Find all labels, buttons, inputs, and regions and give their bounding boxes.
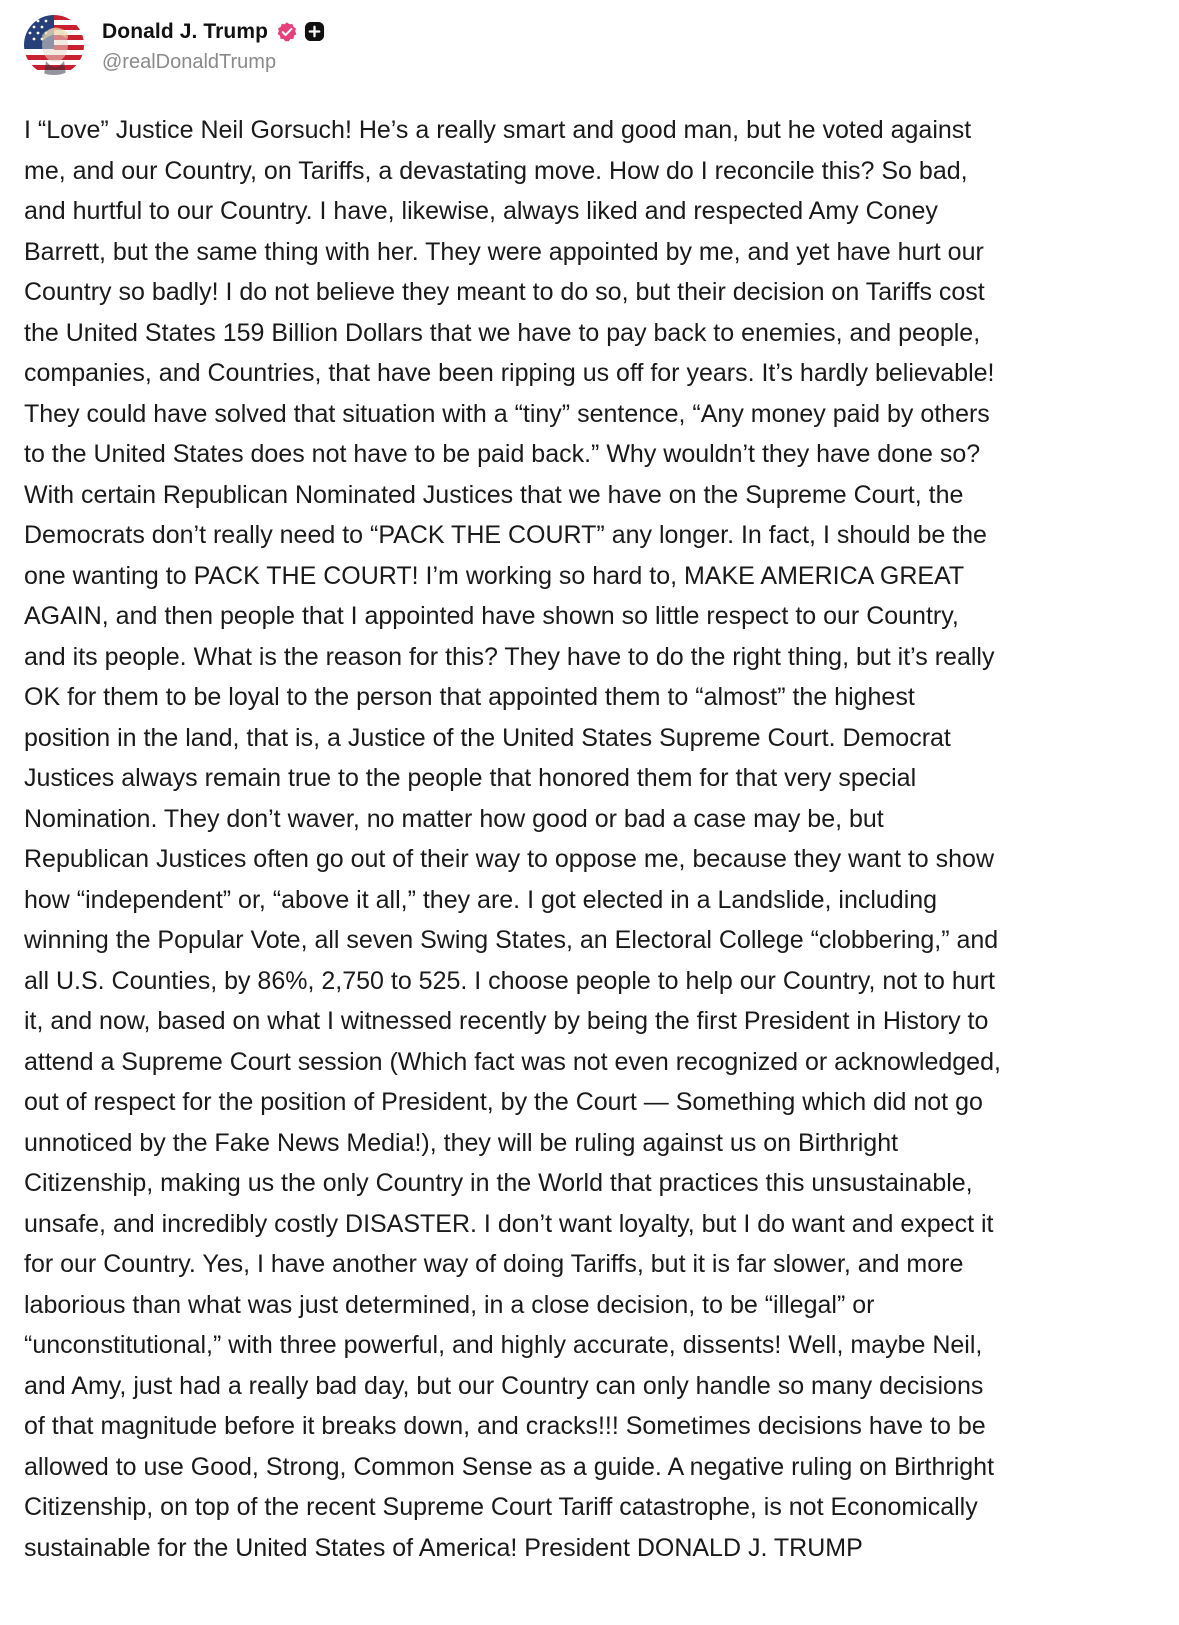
post-line: Republican Justices often go out of their way to oppose me, because they want to show	[24, 845, 995, 873]
post-line: laborious than what was just determined, in a close decision, to be “illegal” or	[24, 1290, 875, 1319]
post-line: unnoticed by the Fake News Media!), they will be ruling against us on Birthright	[24, 1128, 899, 1157]
author-names	[102, 17, 325, 74]
post-line: Democrats don’t really need to “PACK THE COURT” any longer. In fact, I should be the	[24, 521, 987, 549]
post-line: one wanting to PACK THE COURT! I’m working so hard to, MAKE AMERICA GREAT	[24, 561, 965, 590]
post-header	[24, 14, 325, 76]
plus-square-icon	[304, 21, 325, 42]
post-line: out of respect for the position of President, by the Court — Something which did not go	[24, 1088, 983, 1116]
post-line: for our Country. Yes, I have another way of doing Tariffs, but it is far slower, and more	[24, 1250, 964, 1278]
display-name[interactable]: Donald J. Trump	[102, 19, 269, 43]
post-line: and Amy, just had a really bad day, but our Country can only handle so many decisions	[24, 1371, 984, 1400]
post-line: it, and now, based on what I witnessed recently by being the first President in History to	[24, 1007, 989, 1035]
post-line: Nomination. They don’t waver, no matter how good or bad a case may be, but	[24, 804, 884, 833]
post-line: With certain Republican Nominated Justices that we have on the Supreme Court, the	[24, 480, 964, 509]
avatar[interactable]	[24, 15, 84, 75]
post-line: Citizenship, on top of the recent Supreme Court Tariff catastrophe, is not Economically	[24, 1493, 978, 1521]
post-line: me, and our Country, on Tariffs, a devastating move. How do I reconcile this? So bad,	[24, 156, 968, 185]
post-line: sustainable for the United States of America! President DONALD J. TRUMP	[24, 1533, 863, 1562]
post-line: and hurtful to our Country. I have, likewise, always liked and respected Amy Coney	[24, 197, 938, 225]
verified-badge-icon	[276, 21, 298, 43]
post-line: Citizenship, making us the only Country in the World that practices this unsustainable,	[24, 1169, 973, 1197]
post-line: and its people. What is the reason for this? They have to do the right thing, but it’s really	[24, 642, 995, 671]
post-line: winning the Popular Vote, all seven Swing States, an Electoral College “clobbering,” and	[24, 926, 999, 954]
post-line: unsafe, and incredibly costly DISASTER. I don’t want loyalty, but I do want and expect it	[24, 1209, 994, 1238]
post-line: allowed to use Good, Strong, Common Sense as a guide. A negative ruling on Birthright	[24, 1452, 995, 1481]
avatar-portrait-icon	[24, 15, 84, 75]
post-line: of that magnitude before it breaks down, and cracks!!! Sometimes decisions have to be	[24, 1412, 986, 1440]
post-line: how “independent” or, “above it all,” they are. I got elected in a Landslide, including	[24, 885, 938, 914]
post-line: to the United States does not have to be paid back.” Why wouldn’t they have done so?	[24, 440, 981, 468]
post-line: companies, and Countries, that have been ripping us off for years. It’s hardly believable!	[24, 359, 995, 387]
post-line: Country so badly! I do not believe they meant to do so, but their decision on Tariffs cost	[24, 278, 985, 306]
post-body	[24, 110, 1134, 1568]
post-line: Justices always remain true to the people that honored them for that very special	[24, 764, 917, 792]
post-line: “unconstitutional,” with three powerful, and highly accurate, dissents! Well, maybe Neil,	[24, 1331, 983, 1359]
author-handle[interactable]: @realDonaldTrump	[102, 50, 277, 73]
post-line: all U.S. Counties, by 86%, 2,750 to 525. I choose people to help our Country, not to hurt	[24, 966, 995, 995]
post-line: They could have solved that situation with a “tiny” sentence, “Any money paid by others	[24, 399, 990, 428]
post-line: I “Love” Justice Neil Gorsuch! He’s a really smart and good man, but he voted against	[24, 116, 972, 144]
name-row	[102, 17, 325, 47]
post-line: OK for them to be loyal to the person that appointed them to “almost” the highest	[24, 683, 915, 711]
post-line: AGAIN, and then people that I appointed have shown so little respect to our Country,	[24, 602, 959, 630]
post-line: attend a Supreme Court session (Which fact was not even recognized or acknowledged,	[24, 1047, 1001, 1076]
post-line: Barrett, but the same thing with her. They were appointed by me, and yet have hurt our	[24, 237, 984, 266]
post-line: position in the land, that is, a Justice of the United States Supreme Court. Democrat	[24, 723, 951, 752]
post-line: the United States 159 Billion Dollars that we have to pay back to enemies, and people,	[24, 318, 981, 347]
